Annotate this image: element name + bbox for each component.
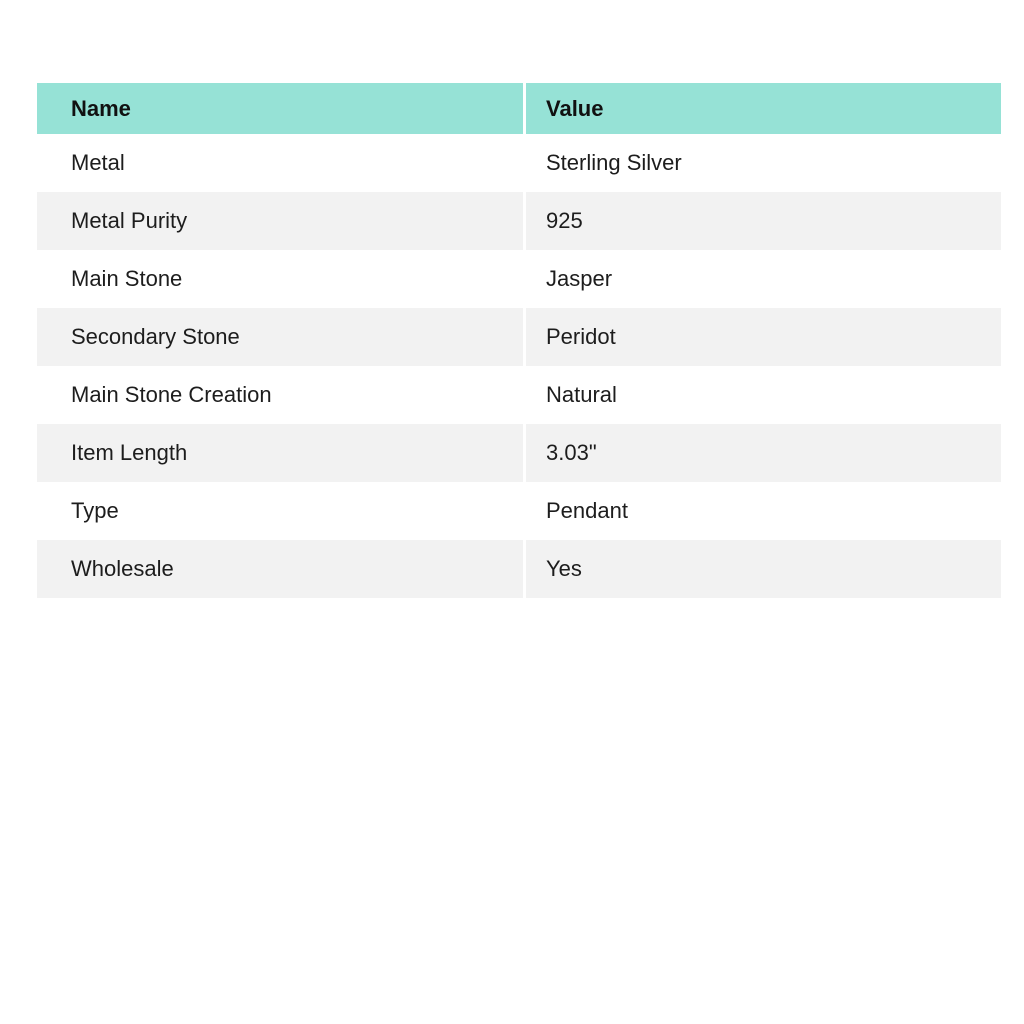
row-value: Yes [546,556,582,581]
row-value: Sterling Silver [546,150,682,175]
table-row [37,540,1001,598]
row-name: Wholesale [71,556,174,581]
header-name-label: Name [71,95,131,121]
header-cell-name [37,83,523,134]
row-name: Type [71,498,119,523]
row-value: 3.03" [546,440,597,465]
header-cell-value [526,83,1001,134]
row-name: Metal [71,150,125,175]
table-row [37,134,1001,192]
table-row [37,250,1001,308]
table-row [37,482,1001,540]
row-value: Peridot [546,324,616,349]
row-name: Main Stone Creation [71,382,272,407]
row-name: Main Stone [71,266,183,291]
row-value: Natural [546,382,617,407]
table-row [37,424,1001,482]
table-row [37,192,1001,250]
table-header-row [37,83,1001,134]
header-value-label: Value [546,95,604,121]
row-value: Jasper [546,266,613,291]
row-value: 925 [546,208,583,233]
item-specifics-table [37,83,1001,598]
table-row [37,308,1001,366]
row-name: Secondary Stone [71,324,240,349]
row-value: Pendant [546,498,628,523]
row-name: Item Length [71,440,188,465]
table-row [37,366,1001,424]
row-name: Metal Purity [71,208,188,233]
